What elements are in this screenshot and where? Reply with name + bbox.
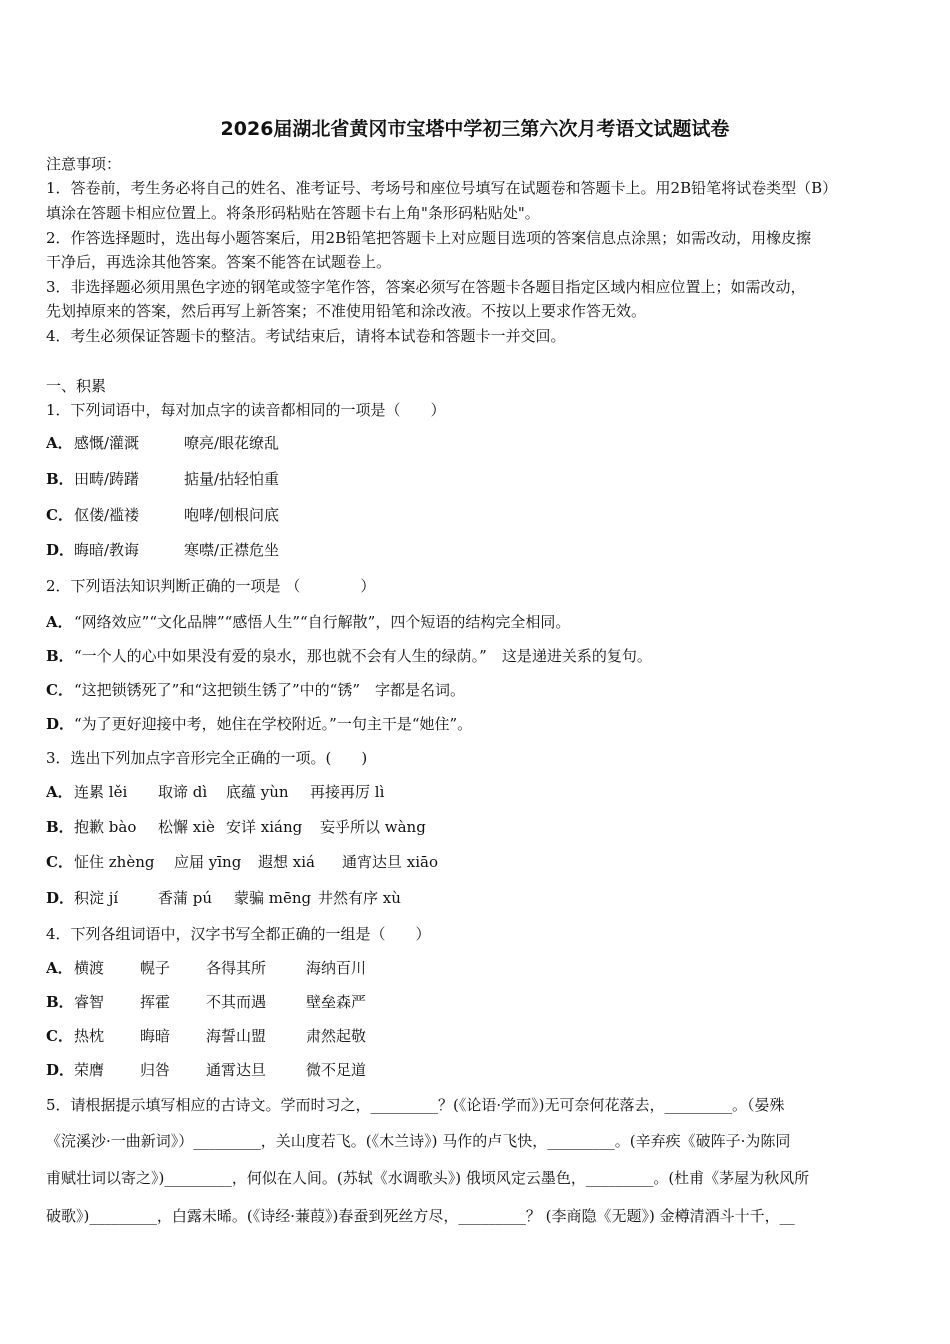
- option-label: C．: [46, 853, 73, 871]
- option-item: 海誓山盟: [206, 1027, 267, 1045]
- note-line: 3．非选择题必须用黑色字迹的钢笔或签字笔作答，答案必须写在答题卡各题目指定区域内相应位置上；如需改动，: [46, 278, 806, 296]
- option-item: 通宵达旦 xiāo: [342, 853, 438, 871]
- option-part: 寒噤/正襟危坐: [184, 541, 280, 559]
- option-row: [46, 433, 908, 453]
- option-label: D．: [46, 715, 75, 733]
- option-label: C．: [46, 1027, 73, 1045]
- option-row: [46, 1026, 908, 1046]
- option-row: [46, 782, 908, 802]
- option-item: 挥霍: [140, 993, 171, 1011]
- option-label: B．: [46, 470, 74, 488]
- option-part: 嘹亮/眼花缭乱: [184, 434, 280, 452]
- note-line: 1．答卷前，考生务必将自己的姓名、准考证号、考场号和座位号填写在试题卷和答题卡上。用2B铅笔将试卷类型（B）: [46, 179, 838, 197]
- option-item: 遐想 xiá: [258, 853, 315, 871]
- option-item: 连累 lěi: [74, 783, 128, 801]
- question-stem: 3．选出下列加点字音形完全正确的一项。( ): [46, 749, 368, 767]
- option-part: 掂量/拈轻怕重: [184, 470, 280, 488]
- option-item: 抱歉 bào: [74, 818, 137, 836]
- question-line: 5．请根据提示填写相应的古诗文。学而时习之，_________？(《论语·学而》)无可奈何花落去，_________。（晏殊: [46, 1096, 785, 1114]
- option-item: 肃然起敬: [306, 1027, 367, 1045]
- question-line: 甫赋壮词以寄之》)_________，何似在人间。(苏轼《水调歌头》) 俄顷风定云墨色，_________。(杜甫《茅屋为秋风所: [46, 1169, 810, 1187]
- option-label: B．: [46, 993, 74, 1011]
- option-part: 晦暗/教诲: [74, 541, 140, 559]
- option-item: 微不足道: [306, 1061, 367, 1079]
- option-item: 应届 yīng: [174, 853, 242, 871]
- option-item: 横渡: [74, 959, 105, 977]
- option-row: [46, 540, 908, 560]
- option-item: 取谛 dì: [158, 783, 208, 801]
- option-part: 咆哮/刨根问底: [184, 506, 280, 524]
- option-row: [46, 612, 908, 632]
- option-label: C．: [46, 506, 73, 524]
- option-row: [46, 680, 908, 700]
- option-text: “一个人的心中如果没有爱的泉水，那也就不会有人生的绿荫。” 这是递进关系的复句。: [74, 647, 652, 665]
- option-item: 热枕: [74, 1027, 105, 1045]
- option-item: 妄乎所以 wàng: [320, 818, 426, 836]
- section-heading: 一、积累: [46, 377, 107, 395]
- option-item: 晦暗: [140, 1027, 171, 1045]
- option-row: [46, 505, 908, 525]
- option-item: 通霄达旦: [206, 1061, 267, 1079]
- notes-heading: 注意事项：: [46, 155, 122, 173]
- option-label: D．: [46, 541, 75, 559]
- option-row: [46, 469, 908, 489]
- note-line: 先划掉原来的答案，然后再写上新答案；不准使用铅笔和涂改液。不按以上要求作答无效。: [46, 302, 647, 320]
- option-item: 荣膺: [74, 1061, 105, 1079]
- exam-title: 2026届湖北省黄冈市宝塔中学初三第六次月考语文试题试卷: [220, 118, 730, 140]
- option-row: [46, 992, 908, 1012]
- option-item: 安详 xiáng: [226, 818, 303, 836]
- question-stem: 4．下列各组词语中，汉字书写全都正确的一组是（ ）: [46, 925, 431, 943]
- option-item: 不其而遇: [206, 993, 267, 1011]
- option-item: 香蒲 pú: [158, 889, 213, 907]
- option-item: 积淀 jí: [74, 889, 119, 907]
- option-part: 感慨/灌溉: [74, 434, 140, 452]
- option-part: 田畴/踌躇: [74, 470, 140, 488]
- option-label: B．: [46, 647, 74, 665]
- note-line: 填涂在答题卡相应位置上。将条形码粘贴在答题卡右上角"条形码粘贴处"。: [46, 204, 540, 222]
- note-line: 干净后，再选涂其他答案。答案不能答在试题卷上。: [46, 253, 392, 271]
- question-line: 破歌》)_________，白露未晞。(《诗经·蒹葭》)春蚕到死丝方尽，_________？ (李商隐《无题》) 金樽清酒斗十千，__: [46, 1207, 795, 1225]
- option-text: “网络效应”“文化品牌”“感悟人生”“自行解散”，四个短语的结构完全相同。: [74, 613, 571, 631]
- question-stem: 2．下列语法知识判断正确的一项是 （ ）: [46, 577, 376, 595]
- option-item: 蒙骗 mēng: [234, 889, 312, 907]
- option-item: 睿智: [74, 993, 105, 1011]
- note-line: 4．考生必须保证答题卡的整洁。考试结束后，请将本试卷和答题卡一并交回。: [46, 327, 566, 345]
- option-label: D．: [46, 889, 75, 907]
- question-stem: 1．下列词语中，每对加点字的读音都相同的一项是（ ）: [46, 401, 446, 419]
- option-part: 伛偻/褴褛: [74, 506, 140, 524]
- option-row: [46, 958, 908, 978]
- option-item: 幌子: [140, 959, 171, 977]
- option-item: 井然有序 xù: [318, 889, 401, 907]
- option-row: [46, 1060, 908, 1080]
- option-item: 壁垒森严: [306, 993, 367, 1011]
- option-label: A．: [46, 434, 73, 452]
- option-label: B．: [46, 818, 74, 836]
- option-item: 各得其所: [206, 959, 267, 977]
- note-line: 2．作答选择题时，选出每小题答案后，用2B铅笔把答题卡上对应题目选项的答案信息点涂黑；如需改动，用橡皮擦: [46, 229, 812, 247]
- option-item: 再接再厉 lì: [310, 783, 385, 801]
- option-label: A．: [46, 783, 73, 801]
- option-label: A．: [46, 613, 73, 631]
- option-item: 松懈 xiè: [158, 818, 215, 836]
- option-label: D．: [46, 1061, 75, 1079]
- option-item: 归咎: [140, 1061, 171, 1079]
- option-row: [46, 646, 908, 666]
- option-row: [46, 888, 908, 908]
- option-row: [46, 817, 908, 837]
- option-item: 怔住 zhèng: [74, 853, 155, 871]
- option-item: 底蕴 yùn: [226, 783, 289, 801]
- option-item: 海纳百川: [306, 959, 367, 977]
- option-text: “为了更好迎接中考，她住在学校附近。”一句主干是“她住”。: [74, 715, 473, 733]
- option-row: [46, 852, 908, 872]
- option-row: [46, 714, 908, 734]
- option-label: A．: [46, 959, 73, 977]
- question-line: 《浣溪沙·一曲新词》）_________，关山度若飞。(《木兰诗》) 马作的卢飞快，_________。(辛弃疾《破阵子·为陈同: [46, 1132, 791, 1150]
- option-text: “这把锁锈死了”和“这把锁生锈了”中的“锈” 字都是名词。: [74, 681, 466, 699]
- option-label: C．: [46, 681, 73, 699]
